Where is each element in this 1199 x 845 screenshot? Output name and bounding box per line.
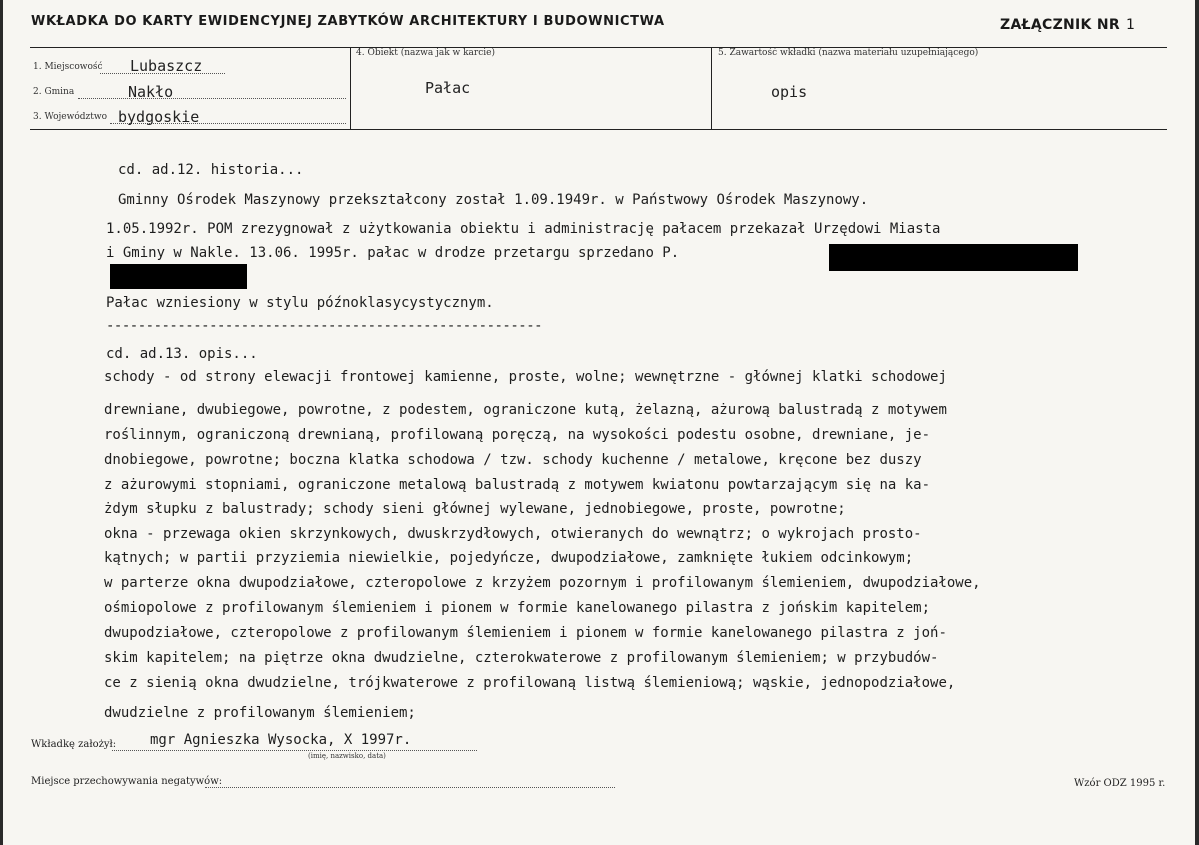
body-line: ce z sienią okna dwudzielne, trójkwaterowe z profilowaną listwą ślemieniową; wąskie, jednopodziałowe,	[104, 675, 956, 691]
attachment-value: 1	[1125, 17, 1136, 33]
body-line: dwupodziałowe, czteropolowe z profilowanym ślemieniem i pionem w formie kanelowanego pilastra z joń-	[104, 625, 947, 641]
author-value: mgr Agnieszka Wysocka, X 1997r.	[150, 732, 412, 748]
body-line: ośmiopolowe z profilowanym ślemieniem i pionem w formie kanelowanego pilastra z jońskim kapitelem;	[104, 600, 931, 616]
body-line: kątnych; w partii przyziemia niewielkie, pojedyńcze, dwupodziałowe, zamknięte łukiem odcinkowym;	[104, 550, 914, 566]
document-title: WKŁADKA DO KARTY EWIDENCYJNEJ ZABYTKÓW ARCHITEKTURY I BUDOWNICTWA	[31, 14, 665, 29]
contents-value: opis	[771, 83, 808, 101]
body-line: drewniane, dwubiegowe, powrotne, z podestem, ograniczone kutą, żelazną, ażurową balustradą z motywem	[104, 402, 947, 418]
body-line: dnobiegowe, powrotne; boczna klatka schodowa / tzw. schody kuchenne / metalowe, kręcone bez duszy	[104, 452, 922, 468]
negatives-label: Miejsce przechowywania negatywów:	[31, 776, 223, 787]
object-label: 4. Obiekt (nazwa jak w karcie)	[356, 48, 495, 58]
body-line: cd. ad.13. opis...	[106, 346, 258, 362]
body-line: i Gminy w Nakle. 13.06. 1995r. pałac w drodze przetargu sprzedano P.	[106, 245, 680, 261]
body-line: roślinnym, ograniczoną drewnianą, profilowaną poręczą, na wysokości podestu osobne, drewniane, je-	[104, 427, 931, 443]
scan-edge-right	[1195, 0, 1199, 845]
body-line: Gminny Ośrodek Maszynowy przekształcony został 1.09.1949r. w Państwowy Ośrodek Maszynowy.	[118, 192, 869, 208]
locality-value: Lubaszcz	[130, 57, 203, 75]
form-divider-2	[711, 47, 712, 130]
redaction-block	[829, 244, 1078, 271]
contents-label: 5. Zawartość wkładki (nazwa materiału uzupełniającego)	[718, 48, 979, 58]
author-hint: (imię, nazwisko, data)	[308, 752, 386, 760]
attachment-number	[1000, 17, 1135, 33]
form-top-rule	[30, 47, 1167, 48]
body-line: schody - od strony elewacji frontowej kamienne, proste, wolne; wewnętrzne - głównej klatki schodowej	[104, 369, 947, 385]
negatives-dotline	[205, 787, 615, 788]
form-bottom-rule	[30, 129, 1167, 130]
voivodeship-value: bydgoskie	[118, 108, 200, 126]
commune-value: Nakło	[128, 83, 174, 101]
body-line: z ażurowymi stopniami, ograniczone metalową balustradą z motywem kwiatonu powtarzającym się na ka-	[104, 477, 931, 493]
author-label: Wkładkę założył:	[31, 739, 117, 750]
scan-edge-left	[0, 0, 3, 845]
locality-label: 1. Miejscowość	[33, 62, 103, 72]
body-line: skim kapitelem; na piętrze okna dwudzielne, czterokwaterowe z profilowanym ślemieniem; w przybudów-	[104, 650, 939, 666]
body-line: żdym słupku z balustrady; schody sieni głównej wylewane, jednobiegowe, proste, powrotne;	[104, 501, 846, 517]
body-line: Pałac wzniesiony w stylu późnoklasycystycznym.	[106, 295, 494, 311]
body-line: w parterze okna dwupodziałowe, czteropolowe z krzyżem pozornym i profilowanym ślemieniem, dwupodziałowe,	[104, 575, 981, 591]
form-divider-1	[350, 47, 351, 130]
body-line: 1.05.1992r. POM zrezygnował z użytkowania obiektu i administrację pałacem przekazał Urzędowi Miasta	[106, 221, 941, 237]
voivodeship-label: 3. Województwo	[33, 112, 107, 122]
body-line: dwudzielne z profilowanym ślemieniem;	[104, 705, 416, 721]
form-version: Wzór ODZ 1995 r.	[1074, 778, 1166, 789]
separator-dashes: -------------------------------------------------------	[106, 318, 543, 334]
commune-label: 2. Gmina	[33, 87, 75, 97]
commune-dotline	[78, 98, 346, 99]
body-line: cd. ad.12. historia...	[118, 162, 304, 178]
body-line: okna - przewaga okien skrzynkowych, dwuskrzydłowych, otwieranych do wewnątrz; o wykrojach prosto-	[104, 526, 922, 542]
object-value: Pałac	[425, 79, 471, 97]
attachment-label: ZAŁĄCZNIK NR	[1000, 17, 1120, 33]
author-dotline	[112, 750, 477, 751]
redaction-block	[110, 264, 247, 289]
